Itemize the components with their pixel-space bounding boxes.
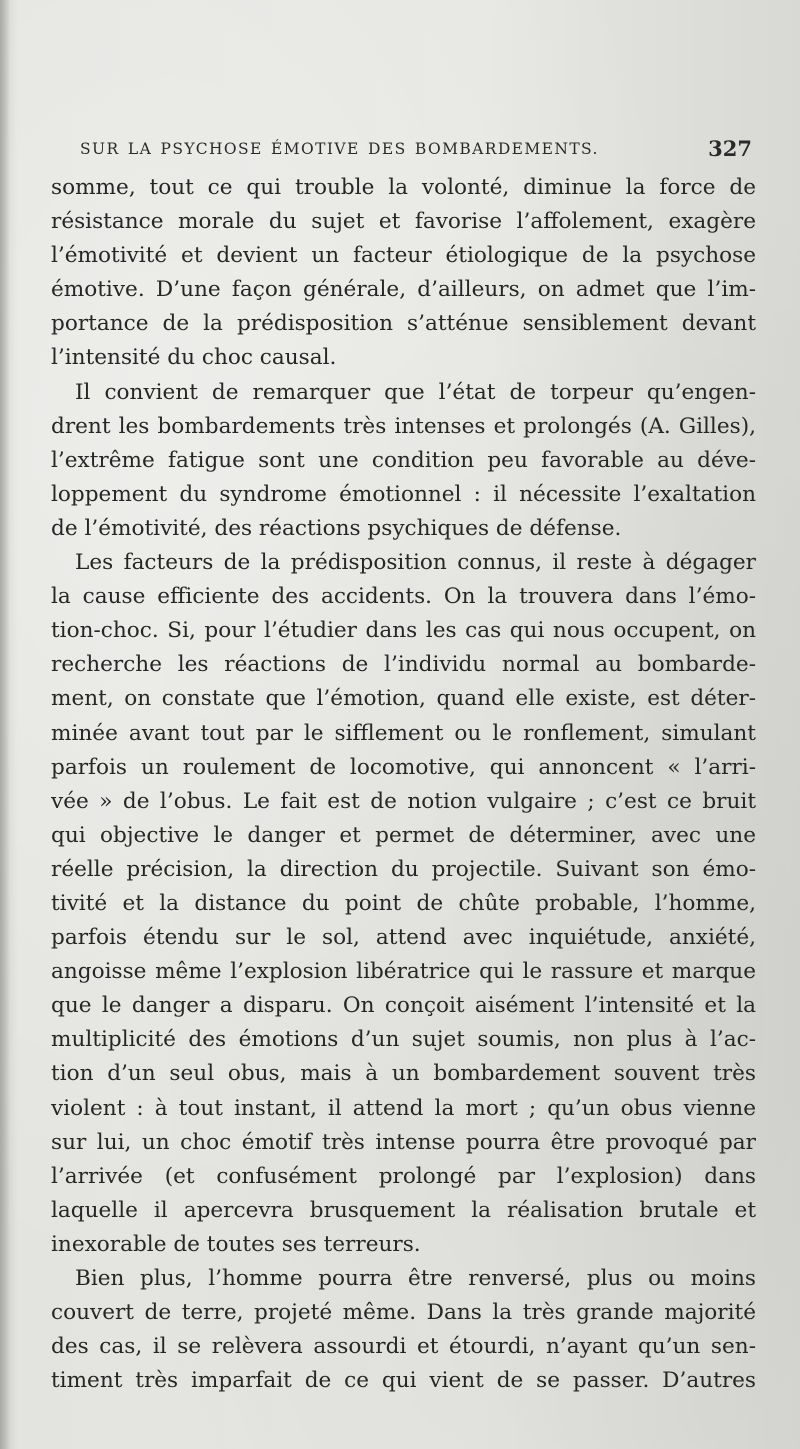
text-line: somme, tout ce qui trouble la volonté, diminue la force de: [51, 175, 756, 200]
text-line: multiplicité des émotions d’un sujet soumis, non plus à l’ac-: [51, 1027, 756, 1053]
text-line: de l’émotivité, des réactions psychiques de défense.: [51, 515, 622, 541]
text-line: minée avant tout par le sifflement ou le ronflement, simulant: [51, 720, 756, 746]
text-line: violent : à tout instant, il attend la mort ; qu’un obus vienne: [51, 1095, 756, 1121]
running-title: SUR LA PSYCHOSE ÉMOTIVE DES BOMBARDEMENTS.: [80, 140, 599, 158]
text-line: couvert de terre, projeté même. Dans la très grande majorité: [51, 1300, 756, 1326]
text-line: parfois étendu sur le sol, attend avec inquiétude, anxiété,: [51, 925, 756, 951]
paragraph: [51, 1262, 756, 1398]
text-line: résistance morale du sujet et favorise l’affolement, exagère: [51, 209, 756, 235]
text-line: recherche les réactions de l’individu normal au bombarde-: [51, 652, 756, 678]
text-line: timent très imparfait de ce qui vient de se passer. D’autres: [51, 1368, 756, 1394]
text-line: drent les bombardements très intenses et prolongés (A. Gilles),: [51, 413, 756, 439]
text-line: Les facteurs de la prédisposition connus, il reste à dégager: [75, 550, 756, 576]
running-head: [80, 136, 752, 164]
text-line: laquelle il apercevra brusquement la réalisation brutale et: [51, 1197, 756, 1223]
paragraph: [51, 171, 756, 376]
body-text: [51, 171, 756, 1398]
paragraph: [51, 376, 756, 546]
text-line: loppement du syndrome émotionnel : il nécessite l’exaltation: [51, 481, 756, 507]
text-line: tion-choc. Si, pour l’étudier dans les cas qui nous occupent, on: [51, 618, 756, 644]
text-line: l’intensité du choc causal.: [51, 345, 337, 371]
text-line: vée » de l’obus. Le fait est de notion vulgaire ; c’est ce bruit: [51, 788, 756, 814]
page-spine-shadow: [0, 0, 10, 1449]
text-line: l’extrême fatigue sont une condition peu favorable au déve-: [51, 447, 756, 473]
text-line: portance de la prédisposition s’atténue sensiblement devant: [51, 311, 756, 337]
text-line: inexorable de toutes ses terreurs.: [51, 1231, 421, 1257]
text-line: l’arrivée (et confusément prolongé par l’explosion) dans: [51, 1163, 756, 1189]
text-line: l’émotivité et devient un facteur étiologique de la psychose: [51, 243, 756, 269]
text-line: émotive. D’une façon générale, d’ailleurs, on admet que l’im-: [51, 277, 756, 303]
text-line: qui objective le danger et permet de déterminer, avec une: [51, 822, 756, 848]
page-number: 327: [708, 136, 752, 161]
text-line: angoisse même l’explosion libératrice qui le rassure et marque: [51, 959, 756, 985]
text-line: réelle précision, la direction du projectile. Suivant son émo-: [51, 856, 756, 882]
text-line: parfois un roulement de locomotive, qui annoncent « l’arri-: [51, 754, 756, 780]
paragraph: [51, 546, 756, 1262]
text-line: des cas, il se relèvera assourdi et étourdi, n’ayant qu’un sen-: [51, 1334, 756, 1360]
text-line: que le danger a disparu. On conçoit aisément l’intensité et la: [51, 993, 756, 1019]
text-line: tion d’un seul obus, mais à un bombardement souvent très: [51, 1061, 756, 1087]
text-line: sur lui, un choc émotif très intense pourra être provoqué par: [51, 1129, 756, 1155]
text-line: Bien plus, l’homme pourra être renversé, plus ou moins: [75, 1266, 756, 1291]
text-line: Il convient de remarquer que l’état de torpeur qu’engen-: [75, 379, 756, 405]
text-line: la cause efficiente des accidents. On la trouvera dans l’émo-: [51, 584, 756, 610]
text-line: tivité et la distance du point de chûte probable, l’homme,: [51, 890, 756, 916]
text-line: ment, on constate que l’émotion, quand elle existe, est déter-: [51, 686, 756, 712]
